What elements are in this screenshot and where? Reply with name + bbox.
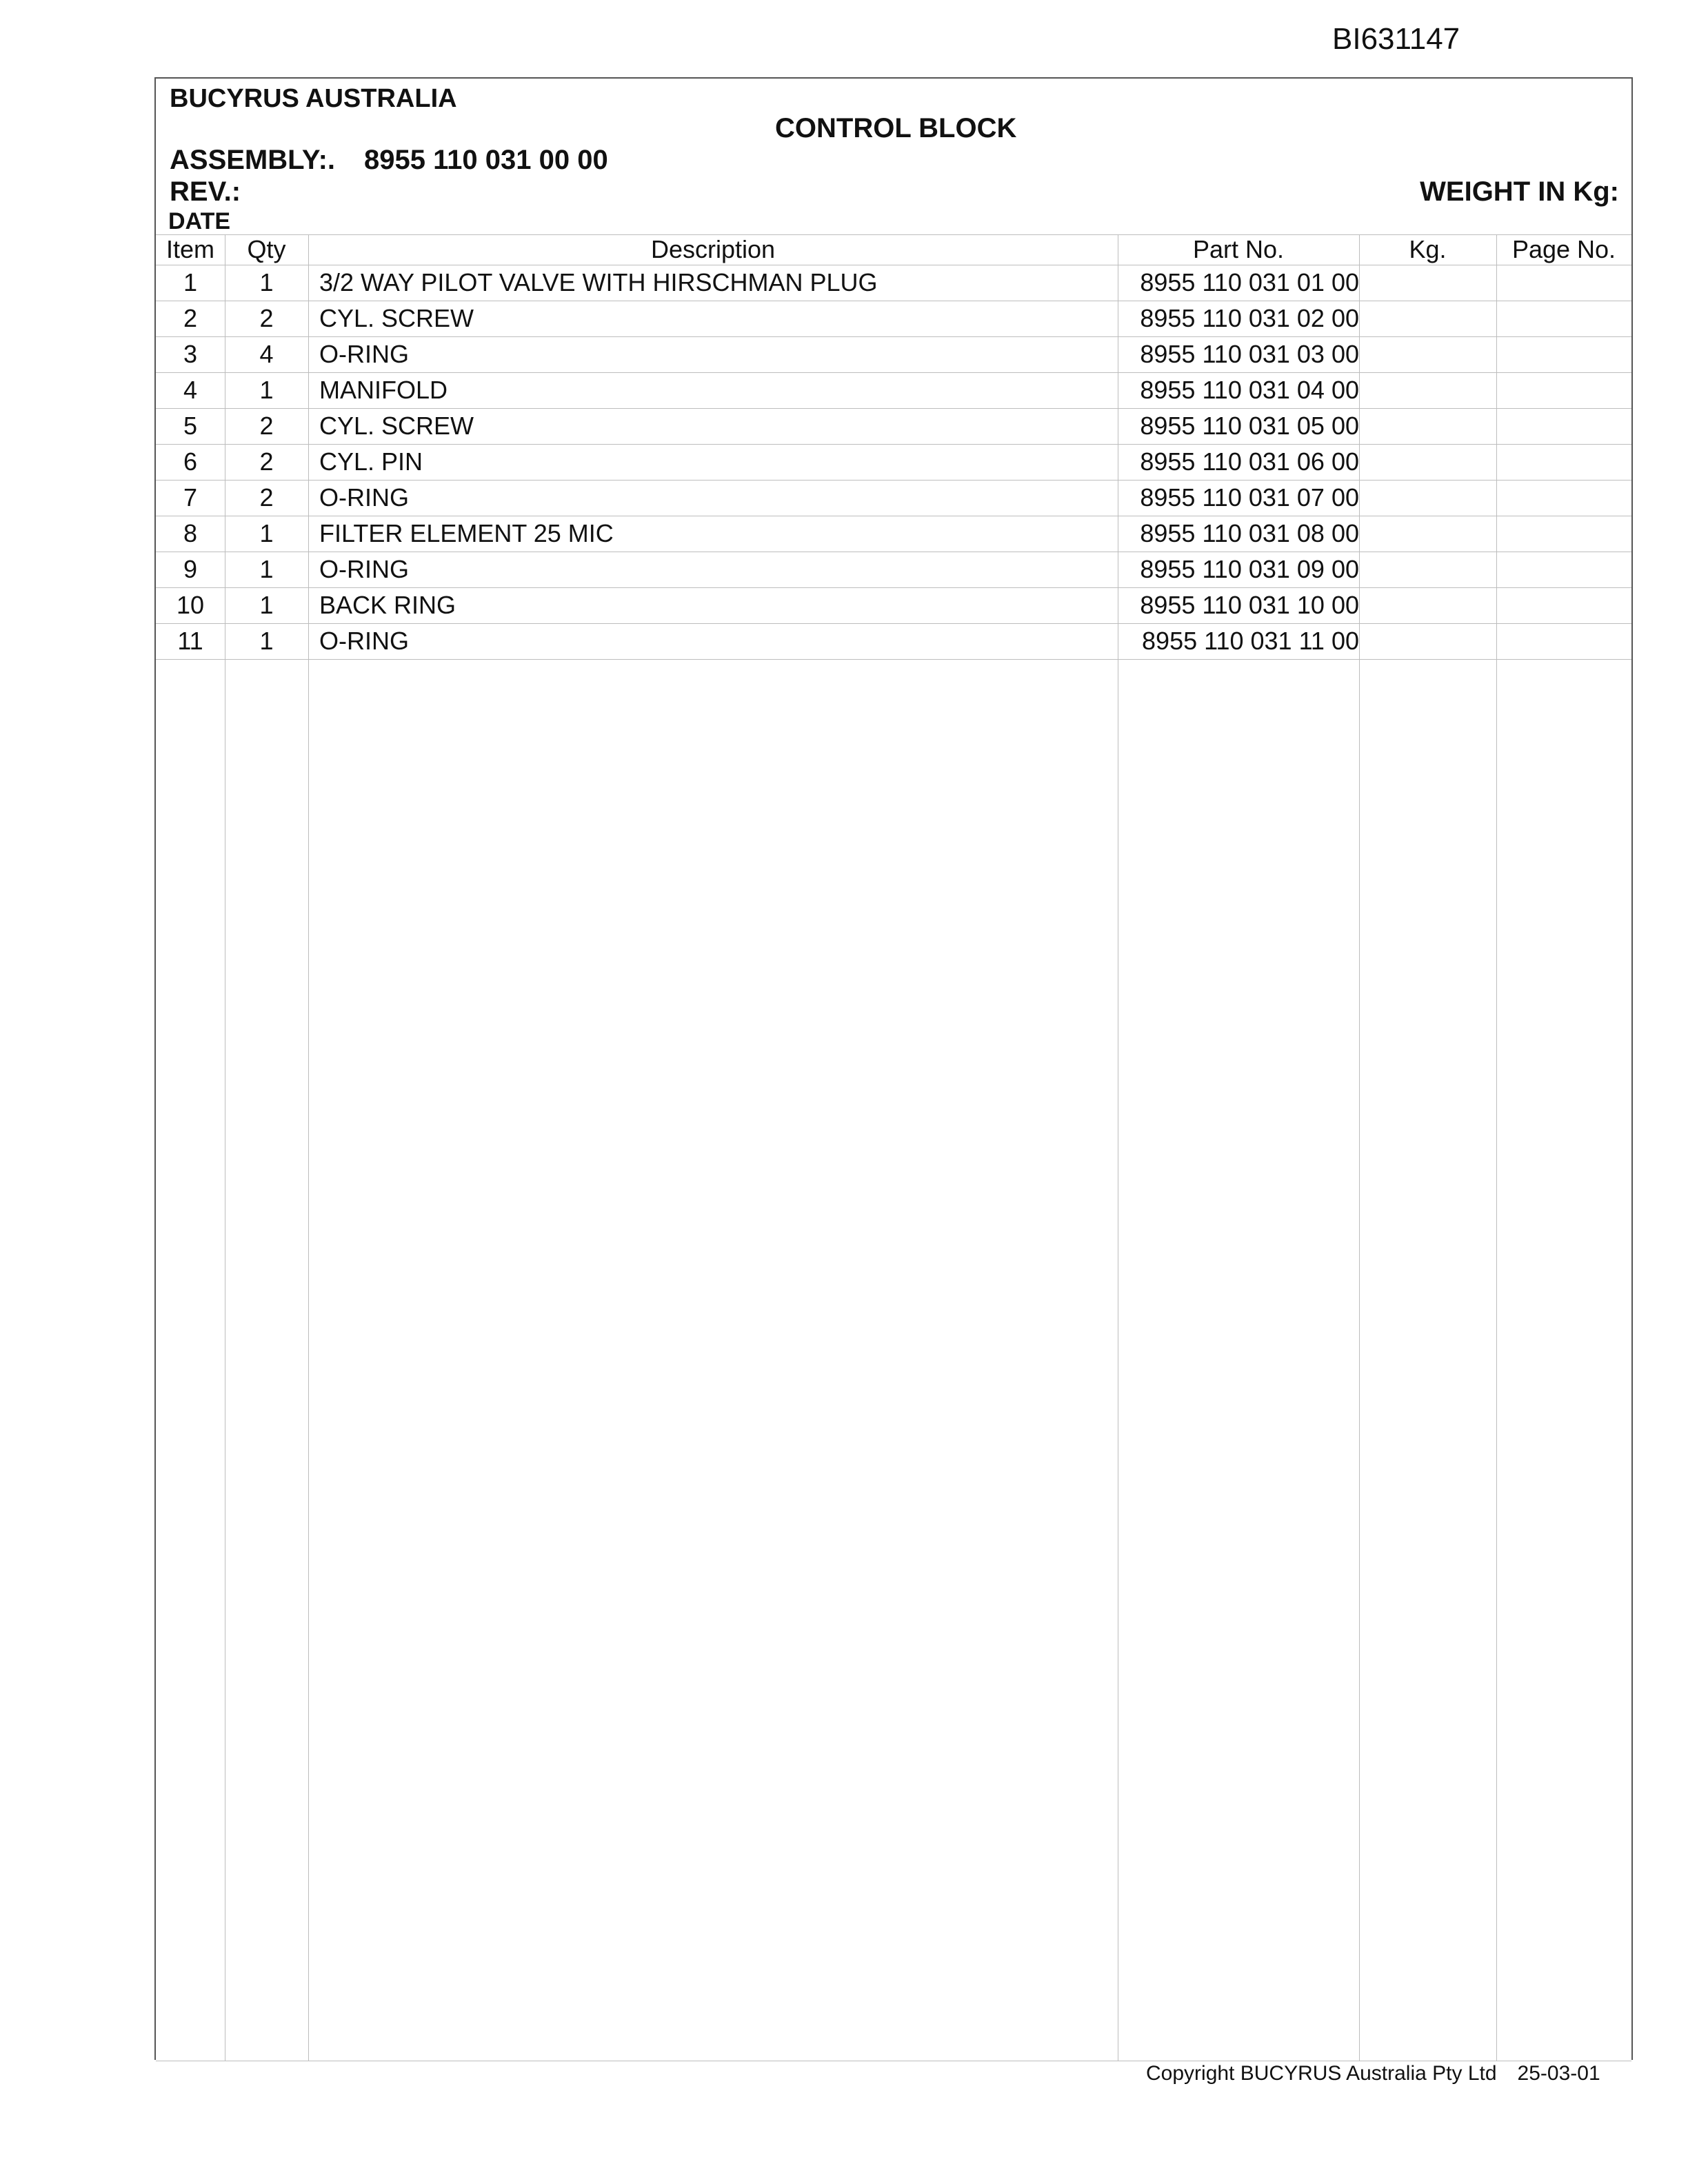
page-no-cell: [1496, 587, 1631, 623]
table-row: [156, 516, 1631, 552]
part-no-cell: 8955 110 031 02 00: [1140, 304, 1359, 332]
description-cell: 3/2 WAY PILOT VALVE WITH HIRSCHMAN PLUG: [319, 268, 878, 296]
table-row: [156, 587, 1631, 623]
kg-cell: [1359, 552, 1496, 587]
kg-cell: [1359, 408, 1496, 444]
column-header-description: Description: [650, 235, 776, 263]
table-row: [156, 336, 1631, 372]
qty-cell: 1: [259, 519, 274, 547]
document-id: BI631147: [1332, 22, 1460, 56]
item-cell: 11: [177, 627, 203, 655]
qty-cell: 1: [259, 555, 274, 583]
qty-cell: 2: [259, 412, 274, 440]
column-header-page-no: Page No.: [1511, 235, 1616, 263]
description-cell: CYL. SCREW: [319, 304, 474, 332]
item-cell: 7: [183, 483, 198, 512]
company-name: BUCYRUS AUSTRALIA: [170, 84, 457, 113]
part-no-cell: 8955 110 031 06 00: [1140, 447, 1359, 476]
qty-cell: 2: [259, 304, 274, 332]
page-no-cell: [1496, 516, 1631, 552]
page-no-cell: [1496, 265, 1631, 301]
item-cell: 5: [183, 412, 198, 440]
description-cell: BACK RING: [319, 591, 456, 619]
part-no-cell: 8955 110 031 09 00: [1140, 555, 1359, 583]
page-no-cell: [1496, 301, 1631, 336]
page-no-cell: [1496, 336, 1631, 372]
item-cell: 9: [183, 555, 198, 583]
copyright-text: Copyright BUCYRUS Australia Pty Ltd: [1146, 2062, 1497, 2085]
kg-cell: [1359, 372, 1496, 408]
qty-cell: 4: [259, 340, 274, 368]
part-no-cell: 8955 110 031 08 00: [1140, 519, 1359, 547]
qty-cell: 1: [259, 376, 274, 404]
page-no-cell: [1496, 372, 1631, 408]
item-cell: 10: [176, 591, 205, 619]
part-no-cell: 8955 110 031 01 00: [1140, 268, 1359, 296]
parts-list-sheet: [154, 77, 1633, 2060]
item-cell: 4: [183, 376, 198, 404]
description-cell: FILTER ELEMENT 25 MIC: [319, 519, 614, 547]
table-row: [156, 552, 1631, 587]
description-cell: CYL. SCREW: [319, 412, 474, 440]
column-header-part-no: Part No.: [1192, 235, 1285, 263]
kg-cell: [1359, 587, 1496, 623]
description-cell: O-RING: [319, 555, 409, 583]
item-cell: 1: [183, 268, 198, 296]
kg-cell: [1359, 336, 1496, 372]
item-cell: 6: [183, 447, 198, 476]
part-no-cell: 8955 110 031 04 00: [1140, 376, 1359, 404]
part-no-cell: 8955 110 031 05 00: [1140, 412, 1359, 440]
part-no-cell: 8955 110 031 03 00: [1140, 340, 1359, 368]
row-divider: [156, 659, 1631, 660]
page-title: CONTROL BLOCK: [775, 113, 1017, 143]
qty-cell: 2: [259, 483, 274, 512]
qty-cell: 1: [259, 591, 274, 619]
qty-cell: 1: [259, 268, 274, 296]
kg-cell: [1359, 480, 1496, 516]
page-no-cell: [1496, 623, 1631, 659]
item-cell: 8: [183, 519, 198, 547]
part-no-cell: 8955 110 031 11 00: [1142, 627, 1359, 655]
kg-cell: [1359, 516, 1496, 552]
table-row: [156, 372, 1631, 408]
description-cell: O-RING: [319, 627, 409, 655]
description-cell: O-RING: [319, 483, 409, 512]
page-no-cell: [1496, 444, 1631, 480]
page-no-cell: [1496, 408, 1631, 444]
column-header-kg: Kg.: [1409, 235, 1447, 263]
column-header-qty: Qty: [247, 235, 286, 263]
table-row: [156, 265, 1631, 301]
item-cell: 3: [183, 340, 198, 368]
item-cell: 2: [183, 304, 198, 332]
footer: [1146, 2060, 1600, 2087]
part-no-cell: 8955 110 031 10 00: [1140, 591, 1359, 619]
description-cell: O-RING: [319, 340, 409, 368]
kg-cell: [1359, 301, 1496, 336]
qty-cell: 1: [259, 627, 274, 655]
table-row: [156, 301, 1631, 336]
description-cell: CYL. PIN: [319, 447, 423, 476]
kg-cell: [1359, 623, 1496, 659]
column-header-item: Item: [165, 235, 214, 263]
assembly-line: [170, 142, 608, 178]
qty-cell: 2: [259, 447, 274, 476]
parts-table: [156, 234, 1631, 2061]
date-label: DATE: [168, 208, 231, 234]
part-no-cell: 8955 110 031 07 00: [1140, 483, 1359, 512]
rev-label: REV.:: [170, 176, 241, 207]
kg-cell: [1359, 444, 1496, 480]
page-no-cell: [1496, 480, 1631, 516]
kg-cell: [1359, 265, 1496, 301]
table-row: [156, 480, 1631, 516]
footer-date: 25-03-01: [1517, 2062, 1600, 2085]
assembly-label: ASSEMBLY:.: [170, 145, 336, 175]
table-row: [156, 408, 1631, 444]
page-no-cell: [1496, 552, 1631, 587]
assembly-number: 8955 110 031 00 00: [364, 145, 608, 175]
table-row: [156, 444, 1631, 480]
table-row: [156, 623, 1631, 659]
weight-label: WEIGHT IN Kg:: [1420, 176, 1619, 207]
description-cell: MANIFOLD: [319, 376, 448, 404]
